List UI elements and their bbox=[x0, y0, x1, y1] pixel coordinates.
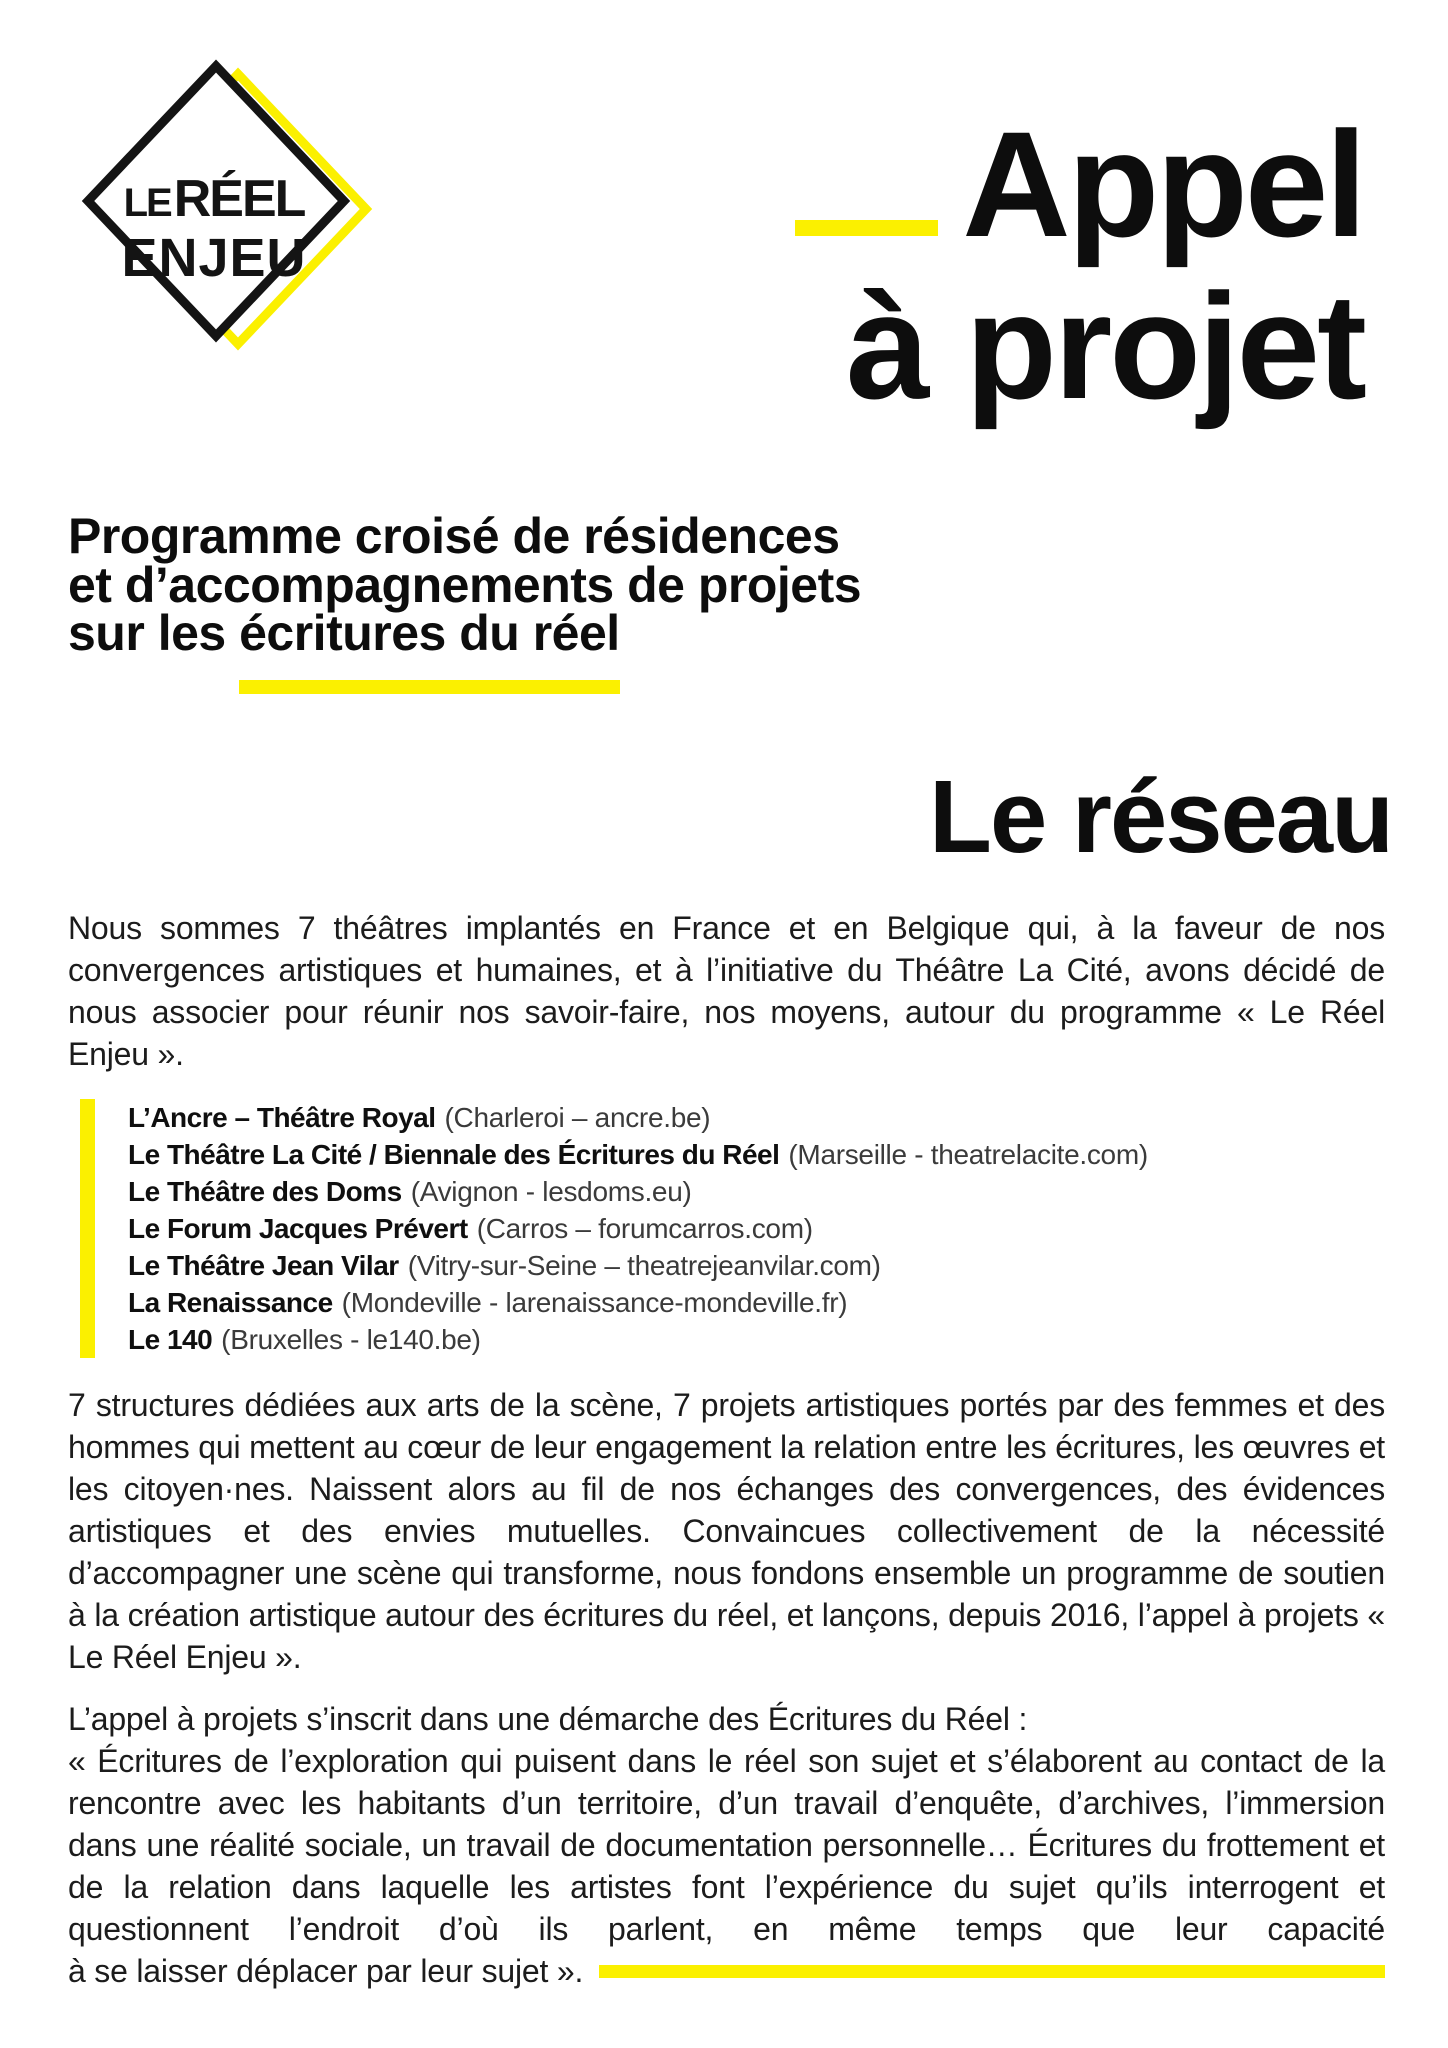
paragraph-structures: 7 structures dédiées aux arts de la scène, 7 projets artistiques portés par des femmes et des hommes qui mettent au cœur de leur engagement la relation entre les écritures, les œuvres et les citoyen·nes. Naissent alors au fil de nos échanges des convergences, des évidences artistiques et des envies mutuelles. Convaincues collectivement de la nécessité d’accompagner une scène qui transforme, nous fondons ensemble un programme de soutien à la création artistique autour des écritures du réel, et lançons, depuis 2016, l’appel à projets « Le Réel Enjeu ». bbox=[68, 1387, 1385, 1675]
theater-details: (Mondeville - larenaissance-mondeville.fr) bbox=[341, 1287, 848, 1318]
theater-name: Le Théâtre des Doms bbox=[128, 1176, 402, 1207]
subtitle-line3 bbox=[68, 605, 861, 661]
theater-name: Le Théâtre Jean Vilar bbox=[128, 1250, 399, 1281]
theater-details: (Avignon - lesdoms.eu) bbox=[410, 1176, 692, 1207]
list-item bbox=[128, 1099, 1385, 1136]
subtitle-line2: et d’accompagnements de projets bbox=[68, 556, 862, 613]
demarche-intro-line: L’appel à projets s’inscrit dans une démarche des Écritures du Réel : bbox=[68, 1701, 1028, 1737]
theater-details: (Carros – forumcarros.com) bbox=[476, 1213, 813, 1244]
program-subtitle bbox=[68, 508, 862, 661]
title-dash-accent bbox=[795, 220, 938, 236]
page-title bbox=[795, 100, 1364, 430]
subtitle-line1: Programme croisé de résidences bbox=[68, 508, 840, 564]
list-item bbox=[128, 1321, 1385, 1358]
subtitle-line3-prefix: sur les bbox=[68, 605, 240, 661]
theater-name: L’Ancre – Théâtre Royal bbox=[128, 1102, 436, 1133]
theater-details: (Vitry-sur-Seine – theatrejeanvilar.com) bbox=[407, 1250, 881, 1281]
list-item bbox=[128, 1247, 1385, 1284]
demarche-quote: « Écritures de l’exploration qui puisent dans le réel son sujet et s’élaborent au contact de la rencontre avec les habitants d’un territoire, d’un travail d’enquête, d’archives, l’immersion dans une réalité sociale, un travail de documentation personnelle… Écritures du frottement et de la relation dans laquelle les artistes font l’expérience du sujet qu’ils interrogent et questionnent l’endroit d’où ils parlent, en même temps que leur capacité bbox=[68, 1743, 1385, 1947]
theater-list bbox=[80, 1099, 1385, 1358]
paragraph-demarche bbox=[68, 1698, 1385, 1992]
theater-details: (Charleroi – ancre.be) bbox=[444, 1102, 711, 1133]
logo-text-line2: ENJEU bbox=[121, 228, 307, 288]
body-content bbox=[68, 907, 1385, 1992]
demarche-quote-last-line bbox=[68, 1950, 1385, 1992]
theater-name: La Renaissance bbox=[128, 1287, 333, 1318]
theater-name: Le Théâtre La Cité / Biennale des Écritures du Réel bbox=[128, 1139, 780, 1170]
theater-details: (Bruxelles - le140.be) bbox=[221, 1324, 481, 1355]
list-item bbox=[128, 1136, 1385, 1173]
le-reel-enjeu-logo bbox=[76, 56, 376, 351]
closing-yellow-rule bbox=[599, 1965, 1385, 1978]
logo-diamond-graphic bbox=[76, 56, 376, 351]
theater-name: Le Forum Jacques Prévert bbox=[128, 1213, 468, 1244]
list-item bbox=[128, 1284, 1385, 1321]
subtitle-underlined-text: écritures du réel bbox=[239, 605, 620, 694]
page-title-line2: à projet bbox=[846, 262, 1364, 430]
list-item bbox=[128, 1210, 1385, 1247]
quote-closing-text: à se laisser déplacer par leur sujet ». bbox=[68, 1953, 584, 1989]
paragraph-intro: Nous sommes 7 théâtres implantés en France et en Belgique qui, à la faveur de nos convergences artistiques et humaines, et à l’initiative du Théâtre La Cité, avons décidé de nous associer pour réunir nos savoir-faire, nos moyens, autour du programme « Le Réel Enjeu ». bbox=[68, 910, 1385, 1072]
section-heading-le-reseau: Le réseau bbox=[929, 759, 1392, 874]
page-title-line1 bbox=[795, 100, 1364, 268]
logo-text-line1: LERÉEL bbox=[123, 170, 305, 228]
theater-name: Le 140 bbox=[128, 1324, 213, 1355]
page-title-word1: Appel bbox=[962, 100, 1364, 268]
list-item bbox=[128, 1173, 1385, 1210]
theater-details: (Marseille - theatrelacite.com) bbox=[788, 1139, 1148, 1170]
